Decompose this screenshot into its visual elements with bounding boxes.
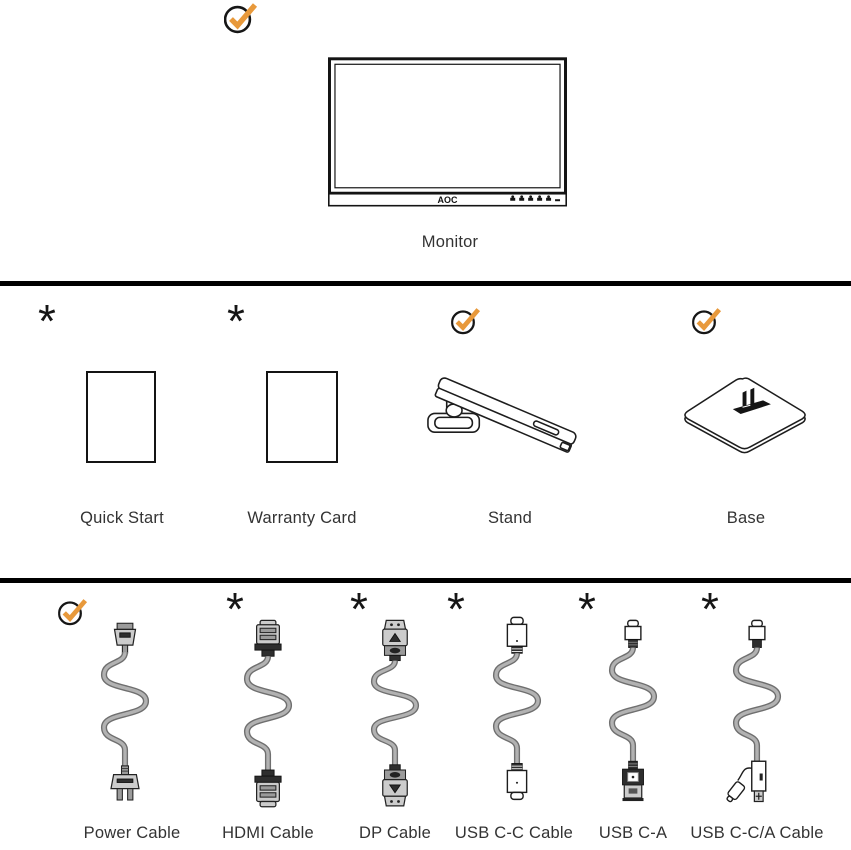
- power-cable-illustration: [90, 617, 160, 815]
- check-icon: [692, 307, 722, 335]
- monitor-label: Monitor: [421, 233, 479, 251]
- asterisk-icon: *: [578, 583, 596, 635]
- base-illustration: [672, 375, 819, 458]
- usb-ca-cable-illustration: [598, 615, 668, 813]
- dp-cable-illustration: [360, 615, 430, 813]
- item-label: HDMI Cable: [222, 824, 314, 842]
- item-label: Power Cable: [83, 824, 181, 842]
- item-label: USB C-C Cable: [454, 824, 574, 842]
- check-icon: [58, 598, 88, 626]
- item-label: Warranty Card: [247, 509, 357, 527]
- asterisk-icon: *: [227, 295, 245, 347]
- asterisk-icon: *: [38, 295, 56, 347]
- item-label: DP Cable: [359, 824, 431, 842]
- monitor-illustration: [328, 57, 567, 207]
- section-divider: [0, 578, 851, 583]
- asterisk-icon: *: [226, 583, 244, 635]
- quick-start-card: [86, 371, 156, 463]
- item-label: USB C-C/A Cable: [690, 824, 824, 842]
- aoc-logo: AOC: [437, 195, 458, 206]
- check-icon: [451, 307, 481, 335]
- stand-illustration: [424, 362, 582, 456]
- usb-cc-cable-illustration: [482, 612, 552, 810]
- section-divider: [0, 281, 851, 286]
- item-label: USB C-A: [598, 824, 668, 842]
- hdmi-cable-illustration: [233, 615, 303, 813]
- asterisk-icon: *: [701, 583, 719, 635]
- asterisk-icon: *: [350, 583, 368, 635]
- item-label: Quick Start: [80, 509, 164, 527]
- warranty-card: [266, 371, 338, 463]
- check-icon: [224, 2, 258, 34]
- item-label: Stand: [487, 509, 533, 527]
- asterisk-icon: *: [447, 583, 465, 635]
- usb-cca-cable-illustration: [722, 615, 792, 813]
- item-label: Base: [726, 509, 766, 527]
